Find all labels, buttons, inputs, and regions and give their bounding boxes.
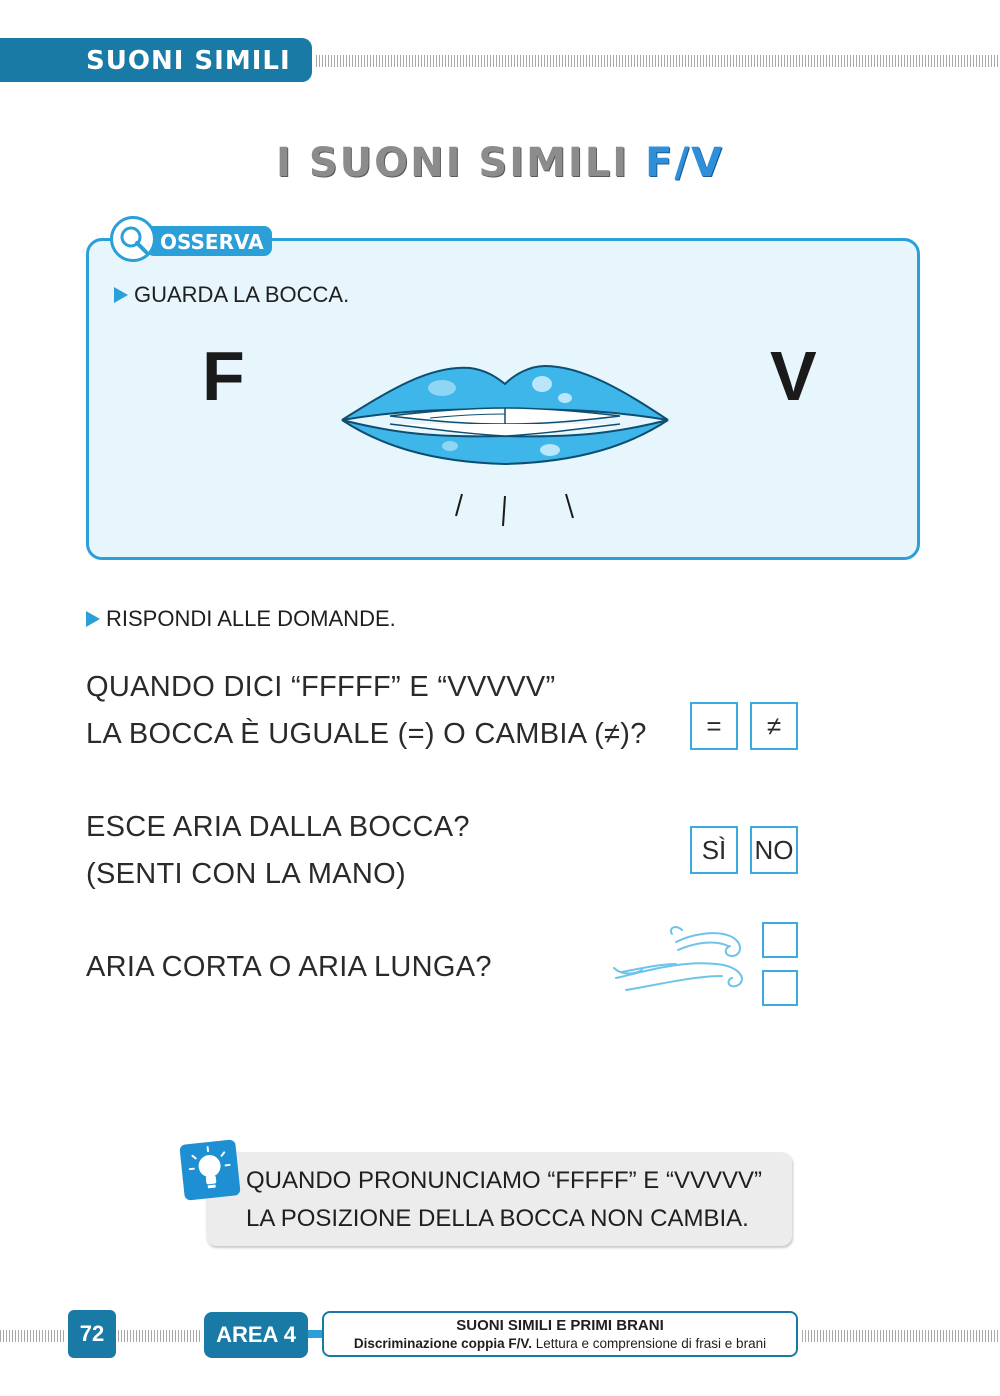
osserva-tab [146, 226, 272, 256]
answer-box-no[interactable]: NO [750, 826, 798, 874]
page-number: 72 [68, 1310, 116, 1358]
answer-box-not-equal[interactable]: ≠ [750, 702, 798, 750]
letter-f: F [202, 337, 245, 415]
triangle-bullet-icon [114, 287, 128, 303]
answer-box-corta[interactable] [762, 922, 798, 958]
tip-text: QUANDO PRONUNCIAMO “FFFFF” E “VVVVV” LA POSIZIONE DELLA BOCCA NON CAMBIA. [246, 1167, 762, 1232]
wind-icon [612, 920, 752, 1004]
footer-ruler-left [0, 1330, 66, 1342]
answer-box-lunga[interactable] [762, 970, 798, 1006]
area-label: AREA 4 [204, 1312, 308, 1358]
letter-v: V [770, 337, 817, 415]
footer-title: SUONI SIMILI E PRIMI BRANI [456, 1317, 664, 1334]
osserva-label: OSSERVA [160, 230, 264, 254]
footer-subtitle: Discriminazione coppia F/V. Lettura e comprensione di frasi e brani [353, 1336, 767, 1351]
footer-info-box [322, 1311, 798, 1357]
footer-ruler-right [802, 1330, 1000, 1342]
lightbulb-icon [179, 1139, 241, 1201]
question-2: ESCE ARIA DALLA BOCCA? (SENTI CON LA MANO) [86, 811, 470, 890]
exercise-instruction: RISPONDI ALLE DOMANDE. [86, 606, 396, 632]
title-accent: F/V [645, 140, 724, 186]
answer-box-si[interactable]: SÌ [690, 826, 738, 874]
header-ruler [316, 55, 1000, 67]
page-title: I SUONI SIMILI F/V [276, 140, 724, 186]
question-1: QUANDO DICI “FFFFF” E “VVVVV” LA BOCCA È UGUALE (=) O CAMBIA (≠)? [86, 671, 647, 750]
answer-box-equal[interactable]: = [690, 702, 738, 750]
question-3: ARIA CORTA O ARIA LUNGA? [86, 951, 492, 983]
section-header-tab [0, 38, 312, 82]
triangle-bullet-icon [86, 611, 100, 627]
mouth-illustration [330, 350, 680, 540]
footer-ruler-mid [118, 1330, 202, 1342]
osserva-instruction: GUARDA LA BOCCA. [114, 282, 349, 308]
section-label: SUONI SIMILI [86, 46, 291, 76]
magnifier-icon [110, 216, 156, 262]
